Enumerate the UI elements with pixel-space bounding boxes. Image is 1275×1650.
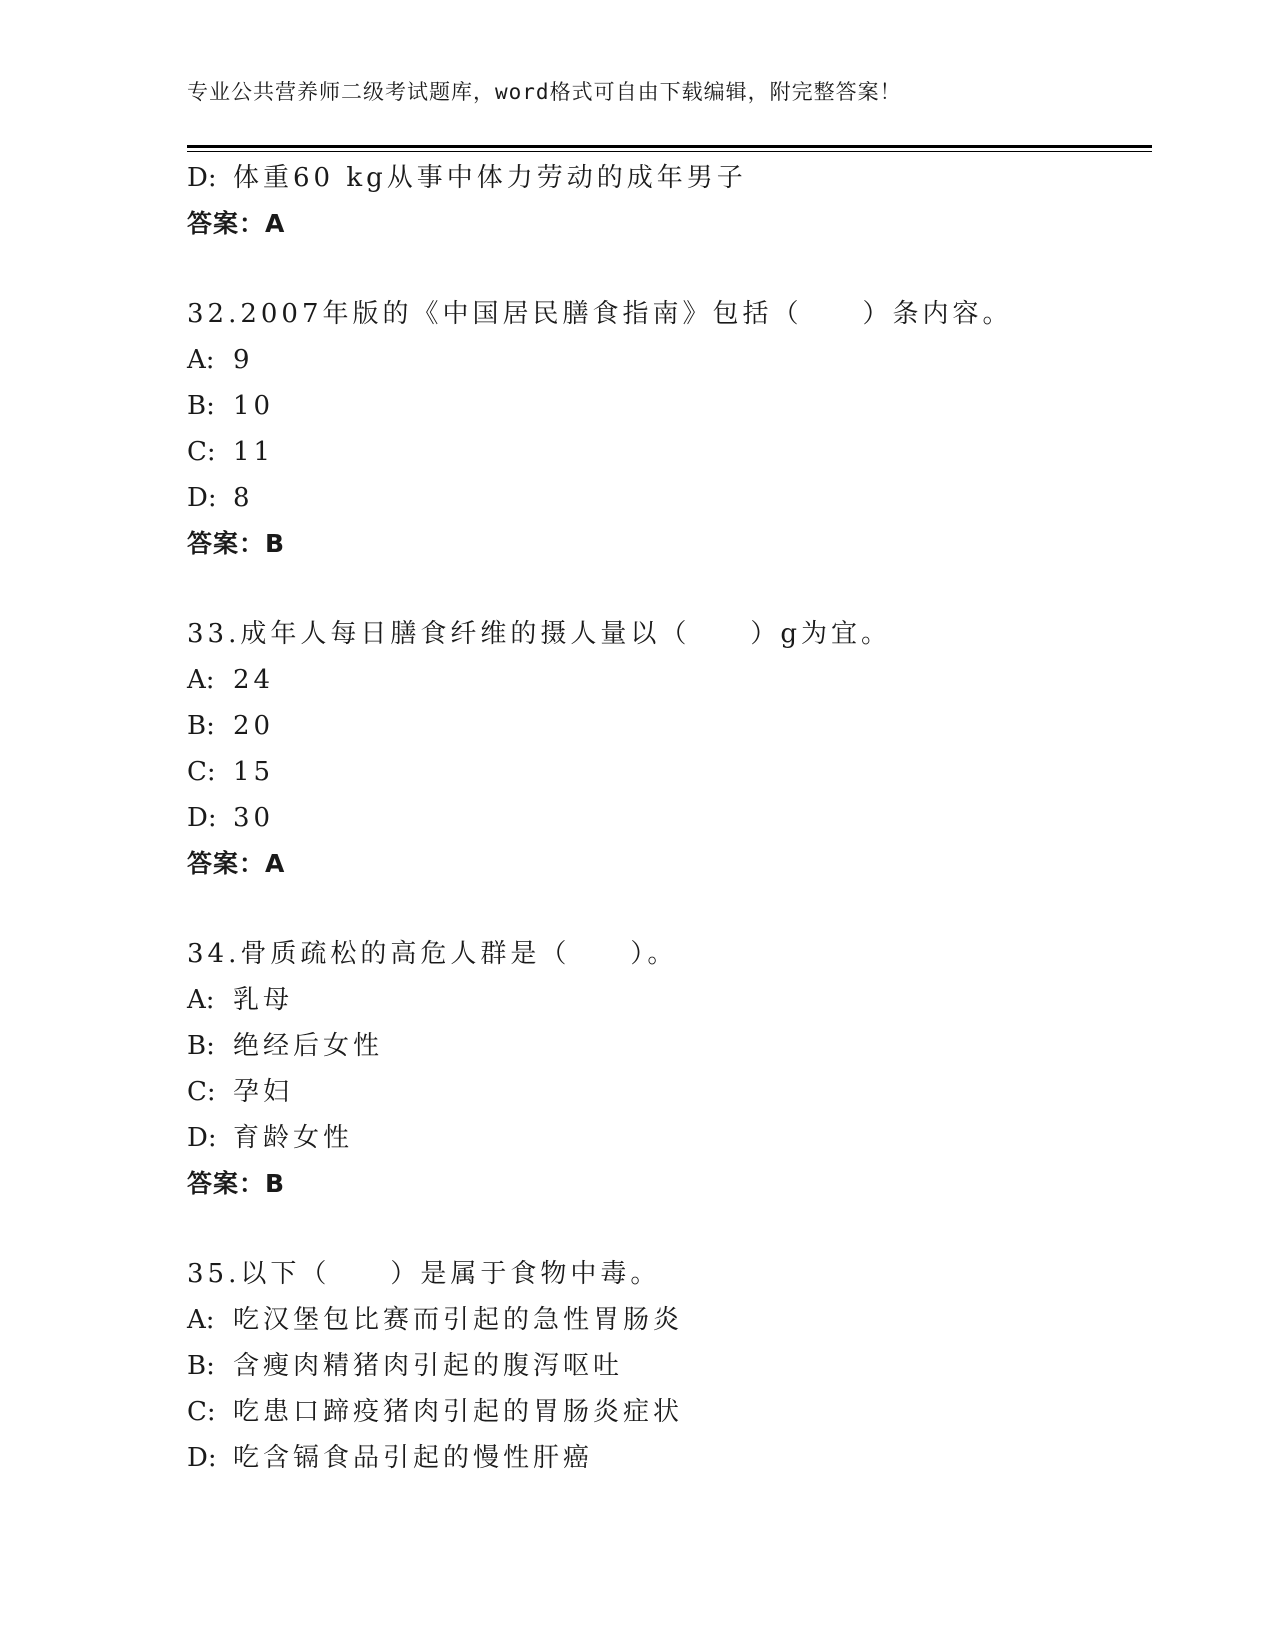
question-content [187,155,1152,1481]
option-line [187,383,1152,429]
option-letter: C: [187,1077,216,1107]
header-rule-thin [187,151,1152,152]
option-text: 24 [233,665,275,695]
option-line [187,155,1152,201]
answer-line: 答案：B [187,1169,286,1198]
option-line [187,1023,1152,1069]
option-text: 15 [233,757,275,787]
option-text: 育龄女性 [233,1123,354,1153]
option-text: 吃汉堡包比赛而引起的急性胃肠炎 [233,1305,684,1335]
option-letter: D: [187,1443,217,1473]
option-letter: B: [187,1351,215,1381]
question-text: 32.2007年版的《中国居民膳食指南》包括（ ）条内容。 [187,299,1013,329]
option-text: 吃含镉食品引起的慢性肝癌 [233,1443,594,1473]
answer-line: 答案：A [187,849,286,878]
option-text: 10 [233,391,275,421]
answer-line: 答案：B [187,529,286,558]
option-text: 体重60 kg从事中体力劳动的成年男子 [233,163,747,193]
option-line [187,475,1152,521]
option-letter: C: [187,757,216,787]
option-line [187,977,1152,1023]
option-letter: D: [187,1123,217,1153]
option-letter: C: [187,437,216,467]
option-line [187,749,1152,795]
option-letter: A: [187,1305,215,1335]
option-text: 含瘦肉精猪肉引起的腹泻呕吐 [233,1351,624,1381]
option-letter: D: [187,163,217,193]
option-line [187,429,1152,475]
option-text: 9 [233,345,254,375]
option-letter: A: [187,665,215,695]
option-letter: B: [187,391,215,421]
option-text: 孕妇 [233,1077,294,1107]
option-line [187,703,1152,749]
option-letter: D: [187,803,217,833]
option-letter: A: [187,345,215,375]
option-letter: C: [187,1397,216,1427]
option-line [187,1297,1152,1343]
option-letter: A: [187,985,215,1015]
question-text: 35.以下（ ）是属于食物中毒。 [187,1259,661,1289]
option-letter: B: [187,711,215,741]
header-rule-thick [187,145,1152,148]
option-letter: B: [187,1031,215,1061]
option-letter: D: [187,483,217,513]
option-text: 绝经后女性 [233,1031,384,1061]
option-line [187,657,1152,703]
option-line [187,1069,1152,1115]
option-line [187,1389,1152,1435]
spacer [187,567,1152,611]
question-text: 33.成年人每日膳食纤维的摄人量以（ ）g为宜。 [187,619,891,649]
option-text: 8 [233,483,254,513]
page-header: 专业公共营养师二级考试题库，word格式可自由下载编辑，附完整答案！ [187,80,902,104]
option-line [187,1435,1152,1481]
spacer [187,887,1152,931]
spacer [187,1207,1152,1251]
option-text: 11 [233,437,275,467]
option-line [187,795,1152,841]
option-text: 20 [233,711,275,741]
option-line [187,1343,1152,1389]
option-text: 乳母 [233,985,294,1015]
option-text: 30 [233,803,275,833]
spacer [187,247,1152,291]
option-line [187,337,1152,383]
option-text: 吃患口蹄疫猪肉引起的胃肠炎症状 [233,1397,684,1427]
answer-line: 答案：A [187,209,286,238]
question-text: 34.骨质疏松的高危人群是（ ）。 [187,939,678,969]
option-line [187,1115,1152,1161]
